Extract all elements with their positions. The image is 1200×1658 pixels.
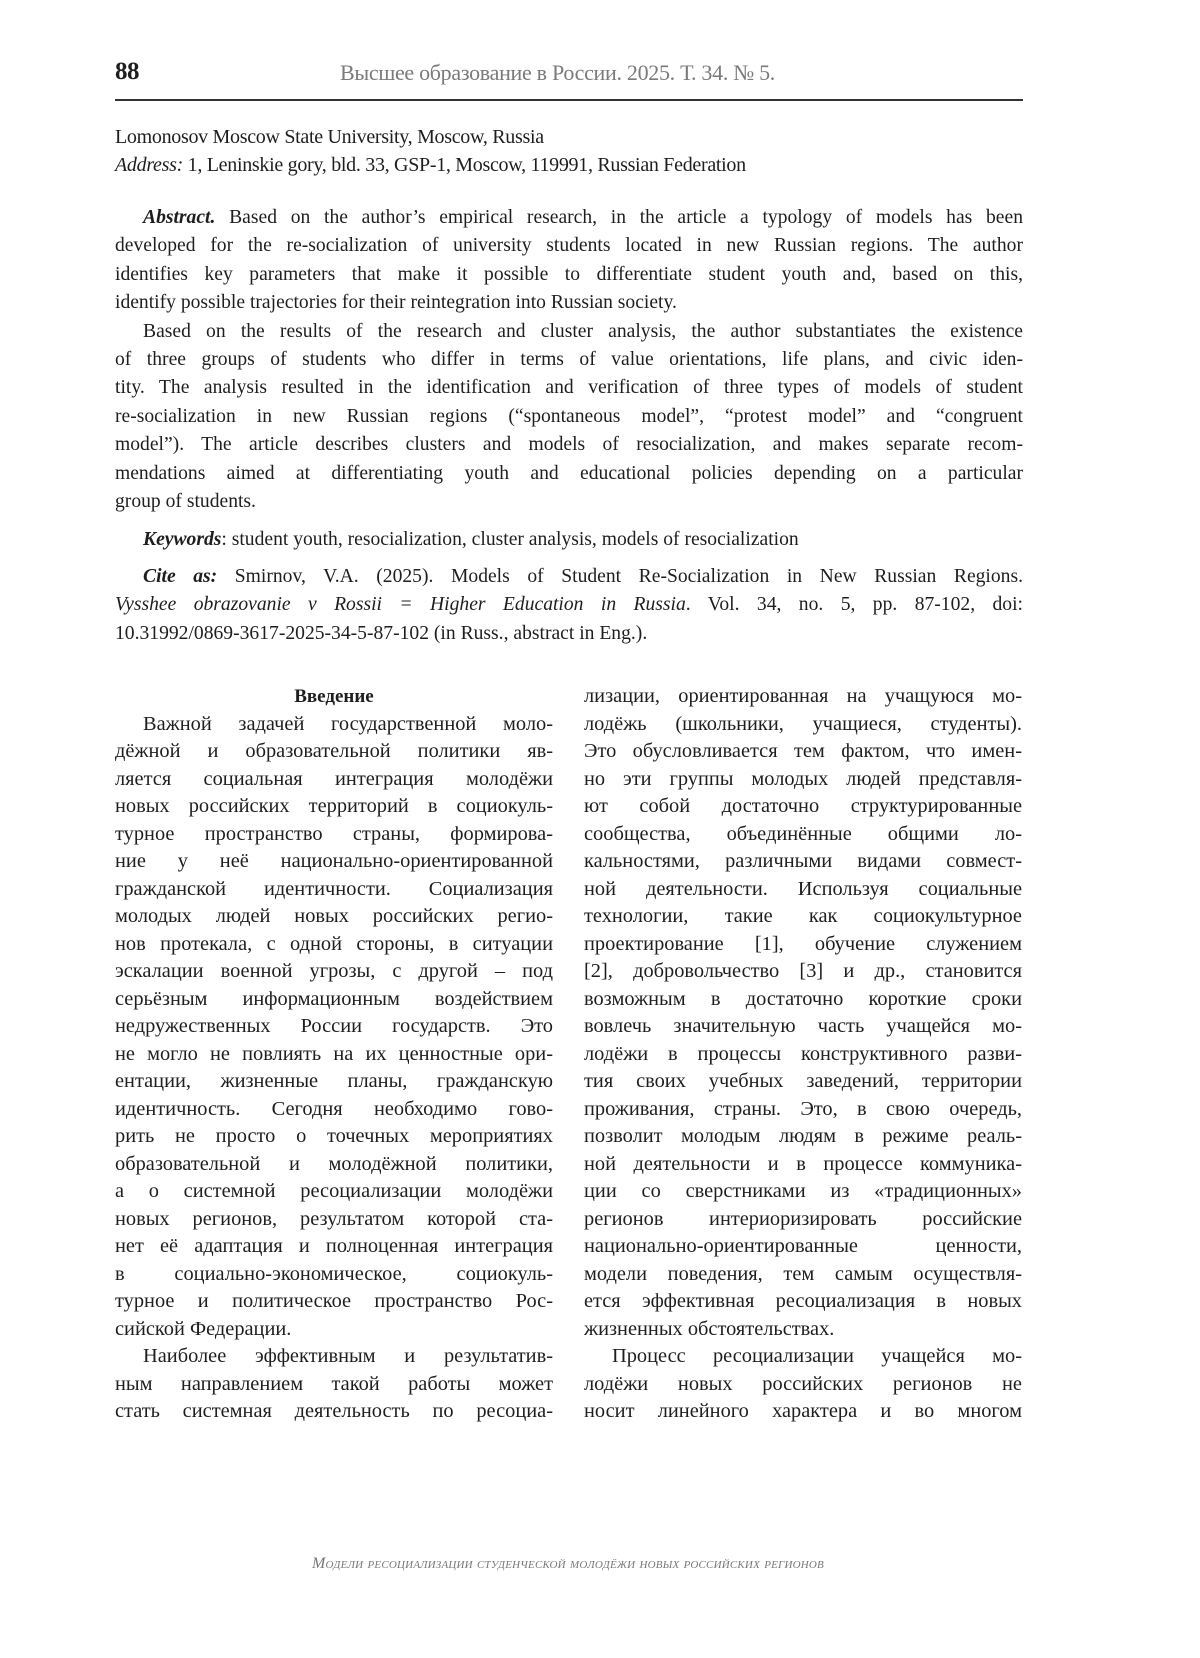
text-line: жизненных обстоятельствах. <box>584 1317 835 1340</box>
text-line: не могло не повлиять на их ценностные ори- <box>115 1042 553 1065</box>
text-line: ют собой достаточно структурированные <box>584 795 1022 817</box>
cite-text: . Vol. 34, no. 5, pp. 87-102, doi: <box>685 594 1023 616</box>
text-line: лодёжи новых российских регионов не <box>584 1372 1022 1395</box>
address-label: Address: <box>115 154 183 176</box>
text-line: проектирование [1], обучение служением <box>584 932 1022 955</box>
text-line: identifies key parameters that make it possible to differentiate student youth and, based on this, <box>115 263 1023 285</box>
text-line: сообщества, объединённые общими ло- <box>584 822 1022 845</box>
text-line: ется эффективная ресоциализация в новых <box>584 1290 1022 1312</box>
text-line: а о системной ресоциализации молодёжи <box>115 1180 553 1202</box>
citation-doi[interactable]: 10.31992/0869-3617-2025-34-5-87-102 (in Russ., abstract in Eng.). <box>115 622 648 644</box>
affiliation-institution: Lomonosov Moscow State University, Moscow, Russia <box>115 126 544 148</box>
text-line: нов протекала, с одной стороны, в ситуации <box>115 932 553 955</box>
text-line: турное пространство страны, формирова- <box>115 822 553 845</box>
text-line: в социально-экономическое, социокуль- <box>115 1262 553 1285</box>
citation-line <box>115 563 1023 591</box>
text-line: новых регионов, результатом которой ста- <box>115 1207 553 1230</box>
text-line: ции со сверстниками из «традиционных» <box>584 1180 1022 1202</box>
text-line: стать системная деятельность по ресоциа- <box>115 1400 553 1422</box>
text-line: ние у неё национально-ориентированной <box>115 850 553 872</box>
cite-journal: Vysshee obrazovanie v Rossii = Higher Education in Russia <box>115 594 686 616</box>
text-line: идентичность. Сегодня необходимо гово- <box>115 1097 553 1120</box>
affiliation-address <box>115 151 746 179</box>
text-line: лизации, ориентированная на учащуюся мо- <box>584 685 1022 707</box>
left-column <box>115 683 553 1426</box>
text-line: tity. The analysis resulted in the identification and verification of three types of models of student <box>115 377 1023 399</box>
text-line: национально-ориентированные ценности, <box>584 1235 1022 1257</box>
text-line: Это обусловливается тем фактом, что имен- <box>584 740 1022 762</box>
text-line: of three groups of students who differ in terms of value orientations, life plans, and civic iden- <box>115 349 1023 371</box>
keywords-label: Keywords <box>143 529 222 551</box>
keywords-line <box>115 526 1023 554</box>
abstract-section <box>115 204 1023 648</box>
journal-running-title: Высшее образование в России. 2025. Т. 34. № 5. <box>340 60 776 85</box>
abstract-line <box>115 204 1023 232</box>
text-line: Важной задачей государственной моло- <box>143 712 553 735</box>
body-paragraph <box>584 1343 1022 1426</box>
text-line: group of students. <box>115 491 256 513</box>
text-line: mendations aimed at differentiating youth and educational policies depending on a particular <box>115 462 1023 484</box>
text-line: Наиболее эффективным и результатив- <box>143 1345 553 1367</box>
text-line: тия своих учебных заведений, территории <box>584 1070 1022 1092</box>
text-line: носит линейного характера и во многом <box>584 1400 1022 1422</box>
text-line: дёжной и образовательной политики яв- <box>115 740 553 762</box>
body-paragraph <box>584 683 1022 1343</box>
address-text: 1, Leninskie gory, bld. 33, GSP-1, Moscow, 119991, Russian Federation <box>182 154 746 176</box>
text-line: возможным в достаточно короткие сроки <box>584 987 1022 1010</box>
text-line: турное и политическое пространство Рос- <box>115 1290 553 1312</box>
text-line: сийской Федерации. <box>115 1317 292 1340</box>
text-line: регионов интериоризировать российские <box>584 1207 1022 1230</box>
text-line: ентации, жизненные планы, гражданскую <box>115 1070 553 1092</box>
text-line: лодёжь (школьники, учащиеся, студенты). <box>584 712 1022 735</box>
abstract-paragraph-1 <box>115 232 1023 317</box>
text-line: технологии, такие как социокультурное <box>584 905 1022 927</box>
running-article-title: Модели ресоциализации студенческой молодёжи новых российских регионов <box>312 1555 824 1572</box>
cite-text: Smirnov, V.A. (2025). Models of Student Re-Socialization in New Russian Regions. <box>217 565 1023 587</box>
abstract-label: Abstract. <box>143 207 216 228</box>
keywords-text: : student youth, resocialization, cluster analysis, models of resocialization <box>221 529 799 551</box>
text-line: ной деятельности. Используя социальные <box>584 877 1022 900</box>
right-column <box>584 683 1022 1426</box>
body-paragraph <box>115 1343 553 1426</box>
text-line: ляется социальная интеграция молодёжи <box>115 767 553 790</box>
text-line: model”). The article describes clusters and models of resocialization, and makes separate recom- <box>115 434 1023 456</box>
text-line: рить не просто о точечных мероприятиях <box>115 1125 553 1147</box>
header-divider <box>115 99 1023 101</box>
text-line: re-socialization in new Russian regions (“spontaneous model”, “protest model” and “congruent <box>115 405 1023 427</box>
text-line: Процесс ресоциализации учащейся мо- <box>612 1345 1022 1367</box>
section-heading: Введение <box>294 686 374 707</box>
text-line: Based on the results of the research and cluster analysis, the author substantiates the existence <box>143 320 1023 342</box>
text-line: эскалации военной угрозы, с другой – под <box>115 960 553 982</box>
text-line: позволит молодым людям в режиме реаль- <box>584 1125 1022 1147</box>
text-line: [2], добровольчество [3] и др., становится <box>584 960 1022 982</box>
text-line: ным направлением такой работы может <box>115 1372 553 1395</box>
text-line: вовлечь значительную часть учащейся мо- <box>584 1015 1022 1037</box>
citation-line <box>115 591 1023 619</box>
text-line: серьёзным информационным воздействием <box>115 987 553 1010</box>
abstract-paragraph-2 <box>115 318 1023 517</box>
text-line: identify possible trajectories for their reintegration into Russian society. <box>115 292 677 314</box>
text-line: модели поведения, тем самым осуществля- <box>584 1262 1022 1285</box>
text-line: developed for the re-socialization of university students located in new Russian regions. The author <box>115 235 1023 257</box>
text-line: гражданской идентичности. Социализация <box>115 877 553 900</box>
text-line: ной деятельности и в процессе коммуника- <box>584 1152 1022 1175</box>
text-line: молодых людей новых российских регио- <box>115 905 553 927</box>
text-line: нет её адаптация и полноценная интеграция <box>115 1235 553 1257</box>
text-line: образовательной и молодёжной политики, <box>115 1152 553 1175</box>
text-line: проживания, страны. Это, в свою очередь, <box>584 1097 1022 1120</box>
abstract-text: Based on the author’s empirical research, in the article a typology of models has been <box>215 207 1023 228</box>
citation <box>115 563 1023 648</box>
text-line: лодёжи в процессы конструктивного разви- <box>584 1042 1022 1065</box>
text-line: кальностями, различными видами совмест- <box>584 850 1022 872</box>
cite-label: Cite as: <box>143 565 218 587</box>
text-line: недружественных России государств. Это <box>115 1015 553 1037</box>
page-number: 88 <box>115 58 139 85</box>
text-line: но эти группы молодых людей представля- <box>584 767 1022 790</box>
text-line: новых российских территорий в социокуль- <box>115 795 553 817</box>
body-paragraph <box>115 711 553 1344</box>
